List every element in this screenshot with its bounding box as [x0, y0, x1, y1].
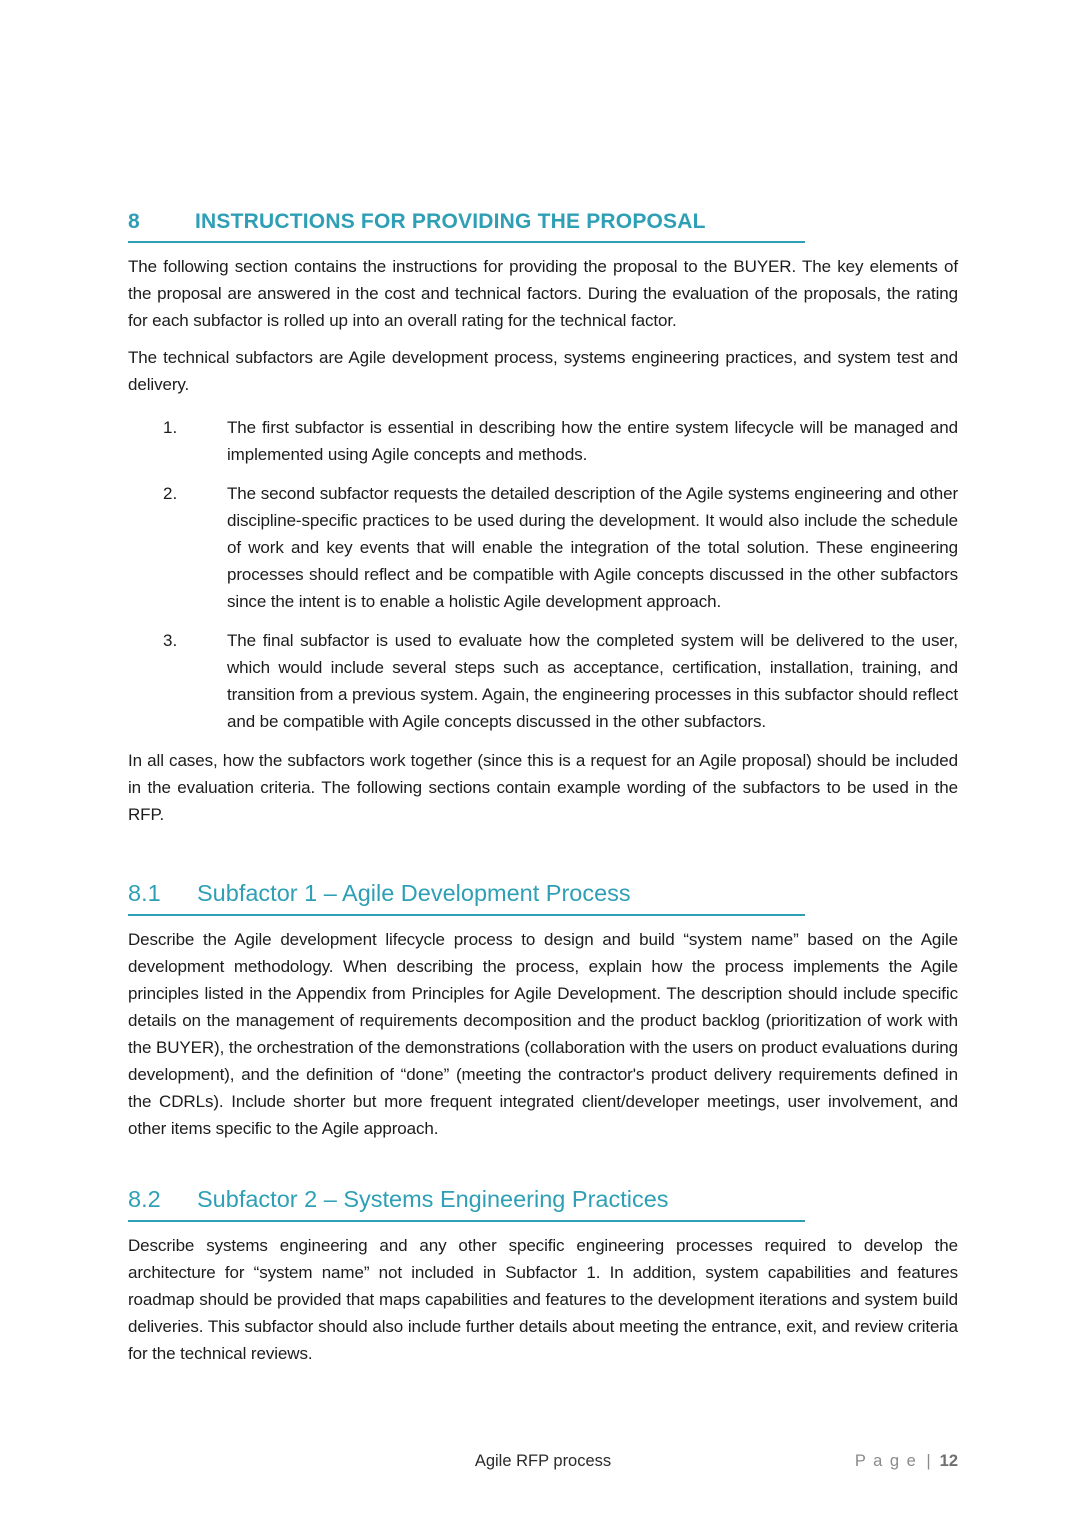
list-item — [128, 480, 958, 615]
numbered-list — [128, 414, 958, 735]
section-8-2-paragraph: Describe systems engineering and any other specific engineering processes required to develop the architecture for “system name” not included in Subfactor 1. In addition, system capabilities and features roadmap should be provided that maps capabilities and features to the development iterations and system build deliveries. This subfactor should also include further details about meeting the entrance, exit, and review criteria for the technical reviews. — [128, 1236, 958, 1363]
list-item-text: The second subfactor requests the detailed description of the Agile systems engineering and other discipline-specific practices to be used during the development. It would also include the schedule of work and key events that will enable the integration of the total solution. These engineering processes should reflect and be compatible with Agile concepts discussed in the other subfactors since the intent is to enable a holistic Agile development approach. — [227, 484, 958, 611]
section-8-number: 8 — [128, 210, 140, 233]
list-item — [128, 414, 958, 468]
footer-separator: | — [926, 1452, 931, 1470]
page-footer — [128, 1452, 958, 1480]
list-item-number: 3. — [163, 631, 178, 650]
list-item-number: 2. — [163, 484, 178, 503]
section-8-1-title: Subfactor 1 – Agile Development Process — [197, 880, 631, 906]
paragraph-closing: In all cases, how the subfactors work together (since this is a request for an Agile proposal) should be included in the evaluation criteria. The following sections contain example wording of the subfactors to be used in the RFP. — [128, 751, 958, 824]
section-8-1-paragraph: Describe the Agile development lifecycle process to design and build “system name” based on the Agile development methodology. When describing the process, explain how the process implements the Agile principles listed in the Appendix from Principles for Agile Development. The description should include specific details on the management of requirements decomposition and the product backlog (prioritization of work with the BUYER), the orchestration of the demonstrations (collaboration with the users on product evaluations during development), and the definition of “done” (meeting the contractor's product delivery requirements defined in the CDRLs). Include shorter but more frequent integrated client/developer meetings, user involvement, and other items specific to the Agile approach. — [128, 930, 958, 1138]
section-8-2-number: 8.2 — [128, 1186, 161, 1212]
section-8-2-heading — [128, 1186, 958, 1213]
list-item-text: The first subfactor is essential in describing how the entire system lifecycle will be managed and implemented using Agile concepts and methods. — [227, 418, 958, 464]
footer-document-title: Agile RFP process — [474, 1452, 612, 1470]
footer-page-info — [855, 1452, 958, 1471]
section-8-1 — [128, 880, 958, 1142]
section-8-1-heading — [128, 880, 958, 907]
list-item — [128, 627, 958, 735]
list-item-number: 1. — [163, 418, 178, 437]
section-8-title: INSTRUCTIONS FOR PROVIDING THE PROPOSAL — [195, 210, 706, 233]
page-content — [128, 210, 958, 1367]
section-8-heading — [128, 210, 958, 234]
paragraph-intro-2: The technical subfactors are Agile development process, systems engineering practices, and system test and delivery. — [128, 348, 958, 394]
footer-page-label: P a g e — [854, 1452, 918, 1470]
section-8-2 — [128, 1186, 958, 1367]
heading-underline — [128, 241, 805, 243]
section-8-1-number: 8.1 — [128, 880, 161, 906]
heading-underline — [128, 1220, 805, 1222]
list-item-text: The final subfactor is used to evaluate how the completed system will be delivered to the user, which would include several steps such as acceptance, certification, installation, training, and transition from a previous system. Again, the engineering processes in this subfactor should reflect and be compatible with Agile concepts discussed in the other subfactors. — [227, 631, 958, 731]
section-8-2-title: Subfactor 2 – Systems Engineering Practices — [197, 1186, 669, 1212]
page-number: 12 — [939, 1452, 958, 1470]
paragraph-intro-1: The following section contains the instructions for providing the proposal to the BUYER. The key elements of the proposal are answered in the cost and technical factors. During the evaluation of the proposals, the rating for each subfactor is rolled up into an overall rating for the technical factor. — [128, 257, 958, 330]
heading-underline — [128, 914, 805, 916]
